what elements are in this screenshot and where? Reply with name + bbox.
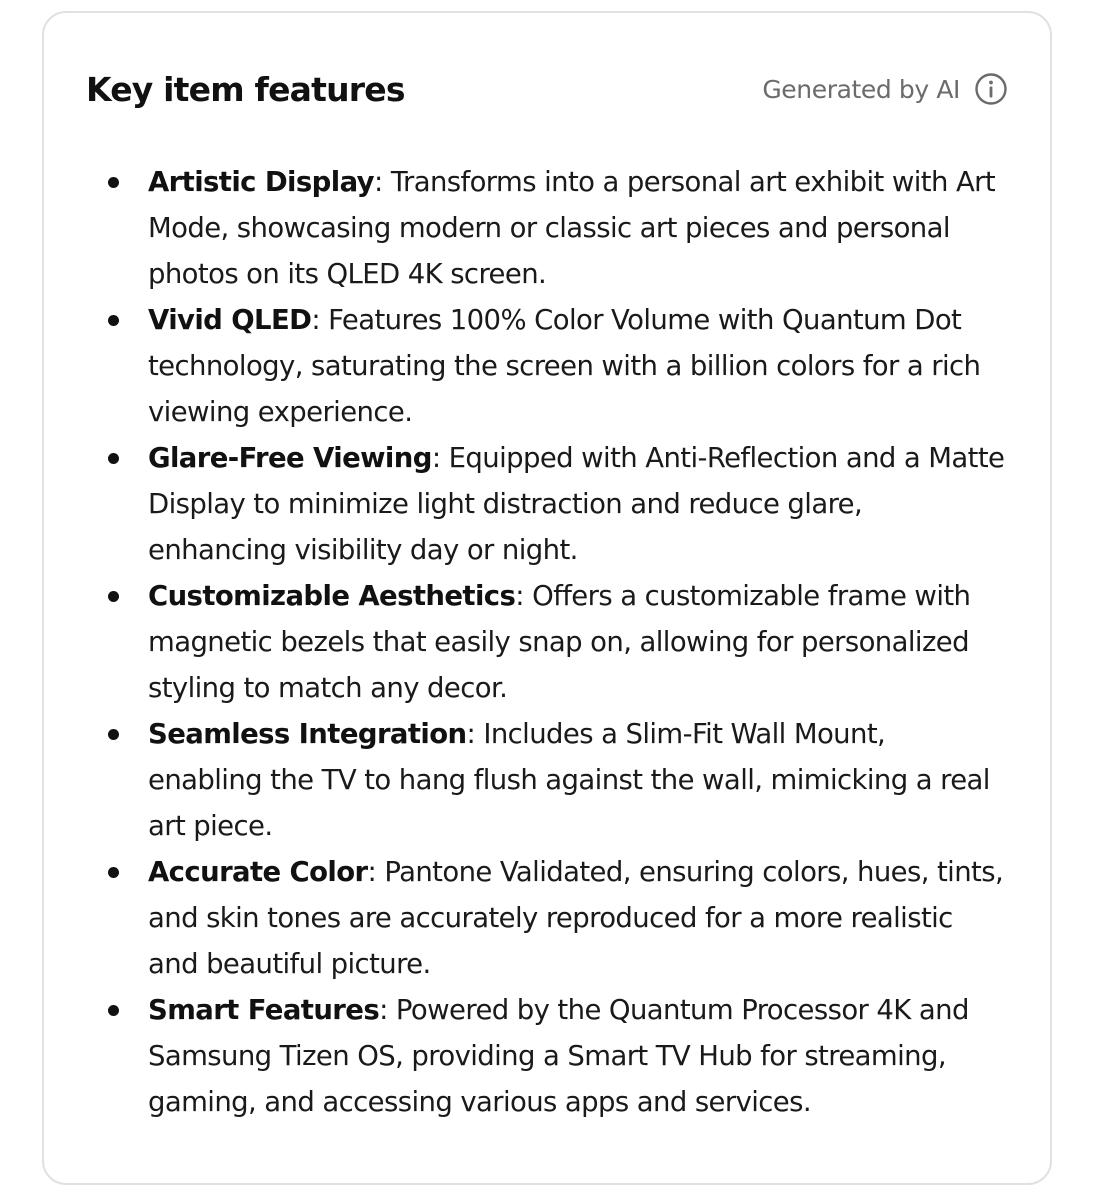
- feature-description: Features 100% Color Volume with Quantum Dot technology, saturating the screen with a billion colors for a rich viewing experience.: [148, 304, 981, 428]
- info-icon[interactable]: [974, 72, 1008, 106]
- bullet-dot: [108, 315, 119, 326]
- feature-item: [106, 573, 1006, 711]
- feature-separator: :: [466, 718, 484, 750]
- bullet-dot: [108, 867, 119, 878]
- feature-description: Pantone Validated, ensuring colors, hues, tints, and skin tones are accurately reproduced for a more realistic and beautiful picture.: [148, 856, 1004, 980]
- feature-separator: :: [367, 856, 385, 888]
- ai-generated-note: [762, 72, 1008, 106]
- feature-item: [106, 159, 1006, 297]
- feature-name: Artistic Display: [148, 166, 375, 198]
- feature-separator: :: [311, 304, 329, 336]
- bullet-dot: [108, 591, 119, 602]
- feature-description: Includes a Slim-Fit Wall Mount, enabling the TV to hang flush against the wall, mimicking a real art piece.: [148, 718, 990, 842]
- bullet-dot: [108, 177, 119, 188]
- feature-description: Transforms into a personal art exhibit with Art Mode, showcasing modern or classic art pieces and personal photos on its QLED 4K screen.: [148, 166, 996, 290]
- feature-separator: :: [379, 994, 396, 1026]
- feature-item: [106, 849, 1006, 987]
- feature-name: Glare-Free Viewing: [148, 442, 432, 474]
- bullet-dot: [108, 453, 119, 464]
- key-features-card: [42, 11, 1052, 1185]
- card-title: Key item features: [86, 69, 405, 109]
- feature-name: Accurate Color: [148, 856, 368, 888]
- feature-item: [106, 987, 1006, 1125]
- features-list: [106, 159, 1006, 1125]
- info-icon-glyph: [974, 72, 1008, 106]
- feature-description: Offers a customizable frame with magnetic bezels that easily snap on, allowing for personalized styling to match any decor.: [148, 580, 971, 704]
- feature-description: Powered by the Quantum Processor 4K and Samsung Tizen OS, providing a Smart TV Hub for streaming, gaming, and accessing various apps and services.: [148, 994, 969, 1118]
- feature-separator: :: [374, 166, 391, 198]
- ai-generated-label: Generated by AI: [762, 74, 960, 104]
- feature-item: [106, 711, 1006, 849]
- feature-item: [106, 435, 1006, 573]
- feature-name: Vivid QLED: [148, 304, 312, 336]
- feature-name: Seamless Integration: [148, 718, 467, 750]
- feature-separator: :: [515, 580, 533, 612]
- feature-separator: :: [431, 442, 449, 474]
- feature-description: Equipped with Anti-Reflection and a Matte Display to minimize light distraction and reduce glare, enhancing visibility day or night.: [148, 442, 1005, 566]
- bullet-dot: [108, 1005, 119, 1016]
- bullet-dot: [108, 729, 119, 740]
- card-header: [86, 65, 1008, 113]
- feature-item: [106, 297, 1006, 435]
- feature-name: Customizable Aesthetics: [148, 580, 516, 612]
- feature-name: Smart Features: [148, 994, 380, 1026]
